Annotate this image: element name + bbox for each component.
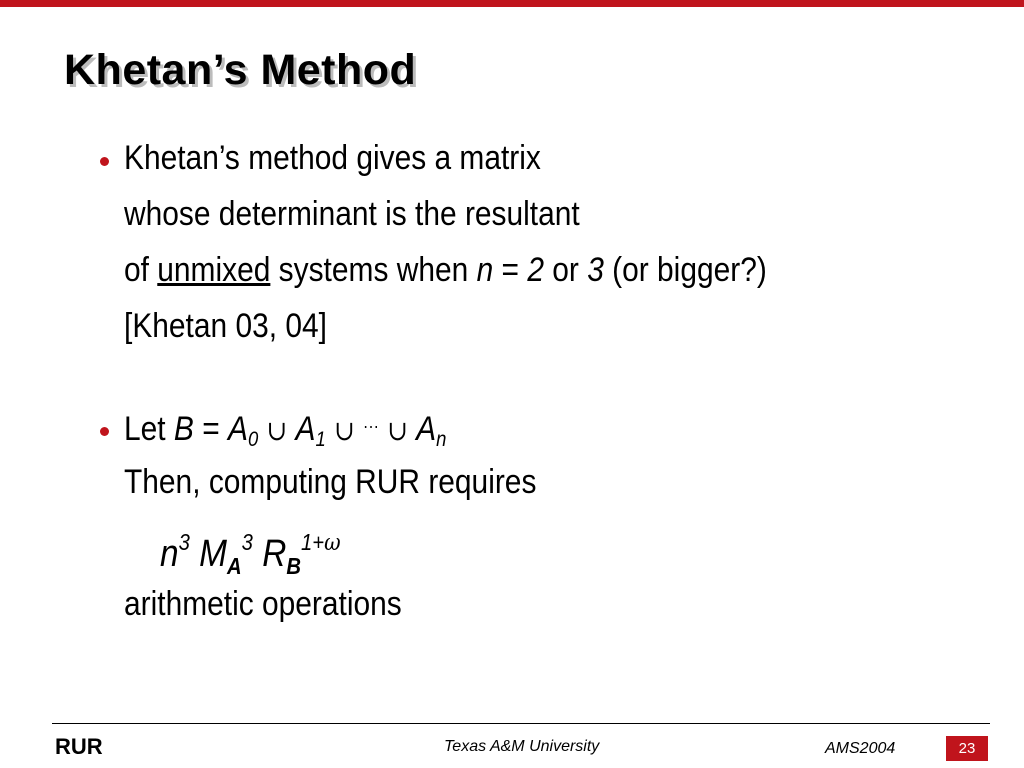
num-two: 2 [527, 251, 544, 289]
var-an: A [416, 410, 437, 448]
bullet2-line4: arithmetic operations [124, 585, 402, 623]
slide-title: Khetan’s Method [64, 46, 417, 94]
text-unmixed: unmixed [157, 251, 271, 289]
var-n: n [476, 251, 494, 289]
bullet-dot-icon [100, 427, 109, 436]
union-symbol: ∪ [266, 414, 288, 447]
bullet2-line2: Then, computing RUR requires [124, 463, 537, 501]
text-let: Let [124, 410, 174, 448]
top-accent-bar [0, 0, 1024, 7]
formula-omega: ω [324, 530, 341, 556]
text-equals: = [493, 251, 528, 289]
formula-m: M [199, 533, 228, 575]
ellipsis: ··· [363, 416, 379, 436]
text-equals: = [193, 410, 228, 448]
text-or: or [543, 251, 588, 289]
text-of: of [124, 251, 158, 289]
text-or-bigger: (or bigger?) [603, 251, 767, 289]
formula-r-exponent [301, 529, 341, 555]
formula-r-sub: B [286, 553, 301, 579]
bullet1-line4: [Khetan 03, 04] [124, 307, 327, 345]
union-symbol: ∪ [334, 414, 355, 447]
num-three: 3 [587, 251, 604, 289]
footer-conference: AMS2004 [825, 740, 896, 757]
formula-n: n [160, 533, 179, 575]
complexity-formula [160, 522, 341, 586]
footer-university: Texas A&M University [444, 738, 600, 755]
union-symbol: ∪ [387, 414, 408, 447]
bullet-dot-icon [100, 157, 109, 166]
sub-one: 1 [315, 428, 326, 451]
bullet2-line1 [124, 406, 446, 460]
formula-one-plus: 1+ [300, 529, 325, 555]
bullet1-line2: whose determinant is the resultant [124, 195, 580, 233]
formula-m-exponent: 3 [241, 529, 253, 555]
text-systems-when: systems when [270, 251, 477, 289]
bullet1-line1: Khetan’s method gives a matrix [124, 139, 541, 177]
footer-divider [52, 723, 990, 724]
bullet1-line3 [124, 250, 767, 290]
formula-r: R [262, 533, 287, 575]
sub-zero: 0 [247, 428, 259, 451]
var-a1: A [295, 410, 316, 448]
var-b: B [173, 410, 194, 448]
sub-n: n [436, 428, 447, 451]
formula-m-sub: A [227, 553, 242, 579]
formula-n-exponent: 3 [178, 529, 190, 555]
page-number-badge: 23 [946, 736, 988, 761]
var-a0: A [227, 410, 248, 448]
footer-left-label: RUR [55, 734, 103, 759]
